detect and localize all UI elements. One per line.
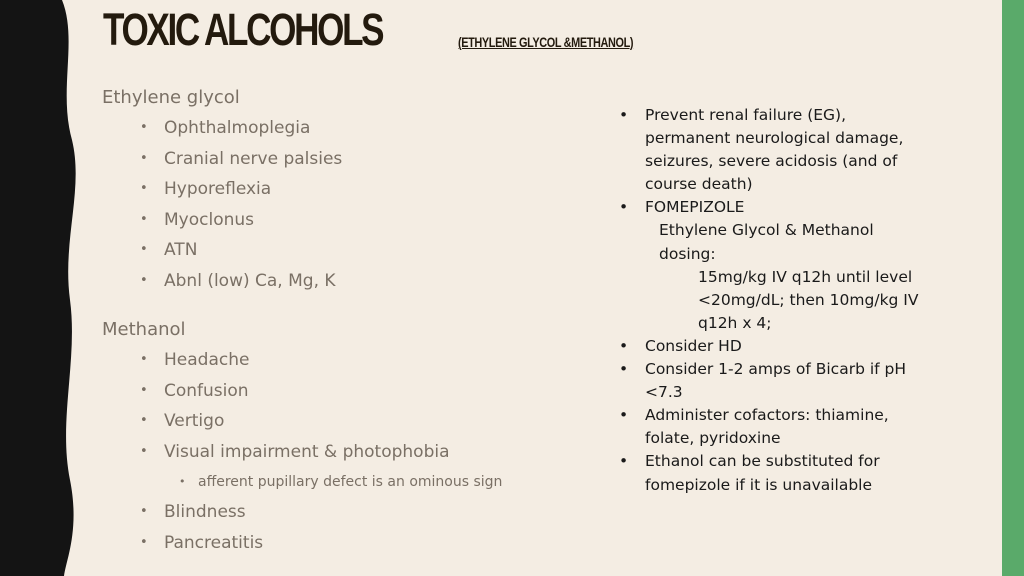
eg-symptom-item: • Cranial nerve palsies: [102, 144, 342, 175]
title-main: TOXIC ALCOHOLS: [103, 4, 383, 55]
slide-title: [103, 4, 634, 56]
methanol-heading: Methanol: [102, 319, 186, 340]
treatment-bullet-renal: • Prevent renal failure (EG), permanent neurological damage, seizures, severe acidosis (and of course death): [645, 104, 925, 196]
eg-symptom-item: • ATN: [102, 235, 342, 266]
treatment-bullet-ethanol: • Ethanol can be substituted for fomepizole if it is unavailable: [645, 450, 925, 496]
eg-symptom-item: • Abnl (low) Ca, Mg, K: [102, 266, 342, 297]
ethylene-glycol-heading: Ethylene glycol: [102, 87, 240, 108]
methanol-symptom-item: • Visual impairment & photophobia: [102, 437, 502, 468]
treatment-list: [645, 104, 925, 497]
eg-symptom-item: • Ophthalmoplegia: [102, 113, 342, 144]
methanol-symptom-item: • Blindness: [102, 497, 502, 528]
ethylene-glycol-section: [102, 86, 342, 297]
treatment-bullet-hd: • Consider HD: [645, 335, 925, 358]
treatment-bullet-cofactors: • Administer cofactors: thiamine, folate, pyridoxine: [645, 404, 925, 450]
eg-symptom-item: • Myoclonus: [102, 205, 342, 236]
eg-symptom-item: • Hyporeflexia: [102, 174, 342, 205]
methanol-symptom-item: • Confusion: [102, 376, 502, 407]
right-accent-bar: [1002, 0, 1024, 576]
methanol-symptom-item: • Pancreatitis: [102, 528, 502, 559]
fomepizole-dosing-label: Ethylene Glycol & Methanol dosing:: [659, 221, 874, 263]
methanol-symptom-item: • Vertigo: [102, 406, 502, 437]
treatment-bullet-bicarb: • Consider 1-2 amps of Bicarb if pH <7.3: [645, 358, 925, 404]
methanol-sub-item: • afferent pupillary defect is an ominous sign: [102, 467, 502, 497]
treatment-bullet-fomepizole: • FOMEPIZOLE: [645, 196, 925, 219]
methanol-symptom-item: • Headache: [102, 345, 502, 376]
title-subtitle: (ETHYLENE GLYCOL &METHANOL): [458, 34, 634, 50]
methanol-section: [102, 318, 502, 559]
fomepizole-dose-detail: 15mg/kg IV q12h until level <20mg/dL; then 10mg/kg IV q12h x 4;: [698, 267, 919, 332]
